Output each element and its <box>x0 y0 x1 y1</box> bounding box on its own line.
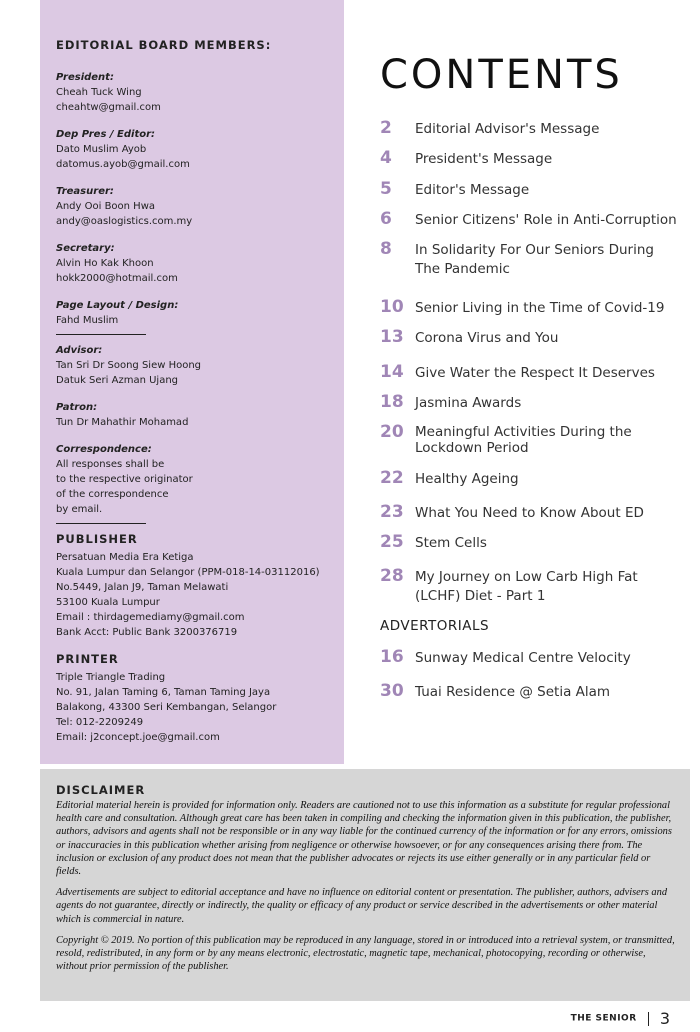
board-section-advisor <box>56 343 344 388</box>
member-name: Fahd Muslim <box>56 315 119 326</box>
disclaimer-paragraph: Advertisements are subject to editorial acceptance and have no influence on editorial content or presentation. The publisher, authors, advisers and agents do not guarantee, directly or indirectly, the quality or efficacy of any product or service described in the advertisements or other material which is commercial in nature. <box>56 887 668 925</box>
role-label: Page Layout / Design: <box>56 300 179 311</box>
toc-title: Corona Virus and You <box>415 330 559 346</box>
toc-title: Editorial Advisor's Message <box>415 121 600 137</box>
role-label: Patron: <box>56 402 98 413</box>
toc-page-number: 14 <box>380 362 404 382</box>
toc-title: Stem Cells <box>415 535 487 551</box>
printer-line: Triple Triangle Trading <box>56 672 166 683</box>
publisher-line: 53100 Kuala Lumpur <box>56 597 160 608</box>
toc-page-number: 16 <box>380 647 404 667</box>
board-section-president <box>56 70 344 115</box>
publisher-line: No.5449, Jalan J9, Taman Melawati <box>56 582 229 593</box>
board-section-dep-pres <box>56 127 344 172</box>
member-name: Dato Muslim Ayob <box>56 144 147 155</box>
role-label: Secretary: <box>56 243 115 254</box>
printer-title: PRINTER <box>56 652 119 666</box>
toc-title: Healthy Ageing <box>415 471 519 487</box>
member-name: Tan Sri Dr Soong Siew Hoong <box>56 360 202 371</box>
toc-page-number: 23 <box>380 502 404 522</box>
toc-page-number: 20 <box>380 422 404 442</box>
disclaimer-title: DISCLAIMER <box>56 783 146 797</box>
correspondence-line: All responses shall be <box>56 459 165 470</box>
correspondence-line: of the correspondence <box>56 489 169 500</box>
advertorials-heading: ADVERTORIALS <box>380 618 490 634</box>
toc-page-number: 8 <box>380 239 392 259</box>
toc-page-number: 18 <box>380 392 404 412</box>
toc-title: Senior Citizens' Role in Anti-Corruption <box>415 212 677 228</box>
toc-page-number: 13 <box>380 327 404 347</box>
disclaimer-paragraph: Editorial material herein is provided for information only. Readers are cautioned not to use this information as a substitute for regular professional health care and consultation. Although great care has been taken in compiling and checking the information given in this publication, the publisher, authors, advisors and agents shall not be responsible or in any way liable for the continued currency of the information or for any errors, omissions or inaccuracies in this publication whether arising from negligence or otherwise howsoever, or for any consequences arising there from. The inclusion or exclusion of any product does not mean that the publisher advocates or rejects its use either generally or in any particular field or fields. <box>56 800 672 878</box>
member-email: cheahtw@gmail.com <box>56 102 161 113</box>
toc-title: Sunway Medical Centre Velocity <box>415 650 631 666</box>
contents-title: CONTENTS <box>380 52 623 98</box>
printer-line: Balakong, 43300 Seri Kembangan, Selangor <box>56 702 277 713</box>
member-name: Tun Dr Mahathir Mohamad <box>56 417 189 428</box>
footer-divider <box>648 1012 649 1026</box>
toc-title: Jasmina Awards <box>415 395 522 411</box>
member-email: hokk2000@hotmail.com <box>56 273 178 284</box>
toc-title: Give Water the Respect It Deserves <box>415 365 655 381</box>
toc-page-number: 22 <box>380 468 404 488</box>
toc-title: Tuai Residence @ Setia Alam <box>415 684 611 700</box>
toc-title: Meaningful Activities During the Lockdown Period <box>415 424 632 456</box>
toc-title: In Solidarity For Our Seniors During The Pandemic <box>415 242 654 277</box>
publisher-line: Kuala Lumpur dan Selangor (PPM-018-14-03112016) <box>56 567 320 578</box>
toc-title: Senior Living in the Time of Covid-19 <box>415 300 665 316</box>
role-label: President: <box>56 72 114 83</box>
role-label: Advisor: <box>56 345 103 356</box>
toc-page-number: 25 <box>380 532 404 552</box>
toc-page-number: 30 <box>380 681 404 701</box>
toc-title: What You Need to Know About ED <box>415 505 644 521</box>
toc-page-number: 28 <box>380 566 404 586</box>
role-label: Dep Pres / Editor: <box>56 129 156 140</box>
publisher-title: PUBLISHER <box>56 532 138 546</box>
toc-page-number: 6 <box>380 209 392 229</box>
role-label: Treasurer: <box>56 186 114 197</box>
toc-page-number: 4 <box>380 148 392 168</box>
member-name: Andy Ooi Boon Hwa <box>56 201 156 212</box>
board-section-patron <box>56 400 344 430</box>
board-section-treasurer <box>56 184 344 229</box>
disclaimer-paragraph: Copyright © 2019. No portion of this publication may be reproduced in any language, stored in or introduced into a retrieval system, or transmitted, resold, redistributed, in any form or by any means electronic, electrostatic, magnetic tape, mechanical, photocopying, recording or otherwise, without prior permission of the publisher. <box>56 934 675 973</box>
correspondence-line: by email. <box>56 504 103 515</box>
publisher-section <box>56 532 344 640</box>
correspondence-line: to the respective originator <box>56 474 193 485</box>
member-name: Alvin Ho Kak Khoon <box>56 258 154 269</box>
member-name: Datuk Seri Azman Ujang <box>56 375 179 386</box>
printer-email: Email: j2concept.joe@gmail.com <box>56 732 220 743</box>
publisher-email: Email : thirdagemediamy@gmail.com <box>56 612 245 623</box>
board-section-secretary <box>56 241 344 286</box>
divider <box>56 334 146 335</box>
member-name: Cheah Tuck Wing <box>56 87 142 98</box>
board-section-correspondence <box>56 442 344 517</box>
divider <box>56 523 146 524</box>
member-email: andy@oaslogistics.com.my <box>56 216 193 227</box>
toc-title: My Journey on Low Carb High Fat (LCHF) Diet - Part 1 <box>415 569 638 604</box>
printer-tel: Tel: 012-2209249 <box>56 717 144 728</box>
publisher-bank: Bank Acct: Public Bank 3200376719 <box>56 627 238 638</box>
member-email: datomus.ayob@gmail.com <box>56 159 190 170</box>
role-label: Correspondence: <box>56 444 152 455</box>
page-footer <box>571 1008 670 1028</box>
toc-title: President's Message <box>415 151 553 167</box>
page-number: 3 <box>659 1009 670 1028</box>
toc-page-number: 2 <box>380 118 392 138</box>
printer-section <box>56 652 344 745</box>
magazine-name: THE SENIOR <box>570 1013 637 1024</box>
board-section-layout <box>56 298 344 328</box>
printer-line: No. 91, Jalan Taming 6, Taman Taming Jaya <box>56 687 271 698</box>
editorial-board-title: EDITORIAL BOARD MEMBERS: <box>56 38 272 52</box>
toc-title: Editor's Message <box>415 182 530 198</box>
toc-page-number: 10 <box>380 297 404 317</box>
toc-page-number: 5 <box>380 179 392 199</box>
editorial-panel <box>40 0 344 764</box>
disclaimer-box <box>40 769 690 1001</box>
publisher-line: Persatuan Media Era Ketiga <box>56 552 194 563</box>
